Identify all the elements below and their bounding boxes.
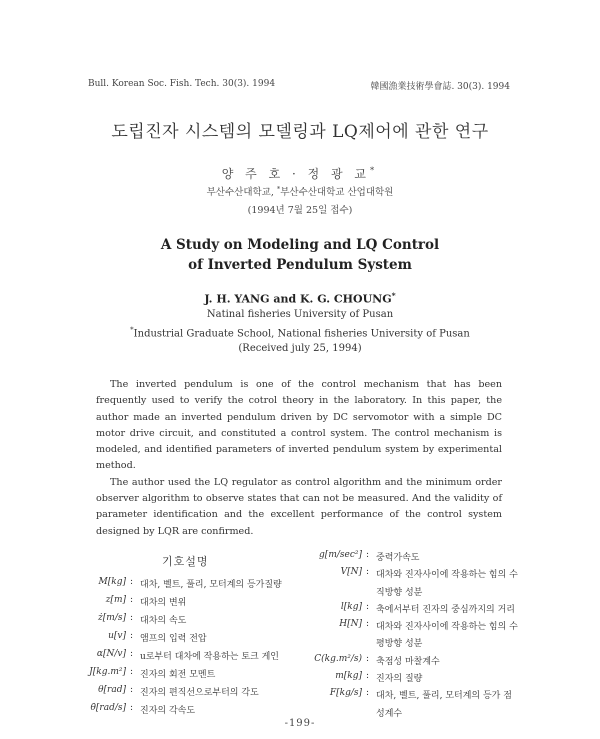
nomenclature-definition-cont: 직방향 성분	[376, 587, 423, 598]
nomenclature-symbol: θ̇[rad/s]	[90, 703, 126, 713]
nomenclature-symbol: θ[rad]	[98, 685, 126, 695]
affiliation-korean	[0, 184, 600, 198]
nomenclature-symbol: ż[m/s]	[98, 613, 126, 623]
nomenclature-definition: 중력가속도	[376, 553, 420, 563]
affiliation-english-1: Natinal fisheries University of Pusan	[206, 309, 394, 320]
title-english	[0, 235, 600, 275]
nomenclature-definition: 대차, 벨트, 풀리, 모터계의 등가 점	[376, 691, 512, 702]
authors-english-mark: *	[391, 291, 396, 300]
nomenclature-symbol: g[m/sec²]	[319, 550, 362, 560]
authors-korean-mark: *	[370, 165, 379, 175]
nomenclature-definition: 축점성 마찰계수	[376, 656, 440, 667]
nomenclature-colon: :	[130, 595, 134, 605]
nomenclature-colon: :	[366, 550, 370, 560]
abstract	[96, 377, 502, 540]
title-english-line2: of Inverted Pendulum System	[188, 257, 412, 273]
nomenclature-definition: 진자의 회전 모멘트	[140, 670, 216, 680]
nomenclature-symbol: J[kg.m²]	[89, 667, 126, 677]
nomenclature-symbol: z[m]	[105, 595, 126, 605]
abstract-paragraph-1: The inverted pendulum is one of the control mechanism that has been frequently used to verify the cotrol theory in the laboratory. In this paper, the author made an inverted pendulum driven by DC servomotor with a simple DC motor drive circuit, and constituted a control system. The control mechanism is modeled, and identified parameters of inverted pendulum system by experimental method.	[96, 379, 502, 472]
journal-header-right: 韓國漁業技術學會誌. 30(3). 1994	[370, 82, 510, 92]
authors-english	[0, 291, 600, 306]
received-date-korean: (1994년 7월 25일 접수)	[247, 205, 353, 216]
nomenclature-symbol: l[kg]	[340, 601, 362, 612]
nomenclature-colon: :	[366, 619, 370, 630]
nomenclature-definition: 대차, 벨트, 풀리, 모터계의 등가질량	[140, 580, 282, 590]
nomenclature-symbol: m[kg]	[335, 671, 362, 682]
received-date-english: (Received july 25, 1994)	[238, 343, 362, 354]
nomenclature-symbol: α[N/v]	[96, 649, 126, 659]
nomenclature-colon: :	[130, 667, 134, 677]
title-korean: 도립진자 시스템의 모델링과 LQ제어에 관한 연구	[111, 122, 489, 142]
affiliation-korean-1: 부산수산대학교,	[206, 187, 277, 198]
nomenclature-colon: :	[130, 685, 134, 695]
affiliation-korean-2: 부산수산대학교 산업대학원	[280, 187, 394, 198]
affiliation-english-2	[0, 326, 600, 339]
page-number: -199-	[284, 718, 316, 729]
nomenclature-definition: 대차의 속도	[140, 616, 187, 626]
nomenclature-symbol: M[kg]	[98, 577, 126, 587]
nomenclature-definition: 진자의 편직선으로부터의 각도	[140, 688, 259, 698]
nomenclature-colon: :	[130, 703, 134, 713]
nomenclature-symbol: F[kg/s]	[329, 688, 362, 699]
affiliation-english-2-text: Industrial Graduate School, National fisheries University of Pusan	[133, 328, 470, 340]
nomenclature-title: 기호설명	[162, 555, 209, 568]
nomenclature-definition: 축에서부터 진자의 중심까지의 거리	[376, 604, 515, 615]
authors-korean-names: 양 주 호 · 정 광 교	[221, 167, 371, 181]
nomenclature-symbol: C(kg.m²/s)	[314, 653, 362, 664]
nomenclature-symbol: V[N]	[340, 567, 362, 578]
nomenclature-colon: :	[130, 613, 134, 623]
nomenclature-definition: 앰프의 입력 전압	[140, 634, 207, 644]
nomenclature-colon: :	[130, 631, 134, 641]
affiliation-korean-mark: *	[276, 184, 281, 193]
nomenclature-definition: 대차와 진자사이에 작용하는 힘의 수	[376, 622, 518, 633]
nomenclature-definition: 진자의 질량	[376, 674, 423, 685]
nomenclature-symbol: H[N]	[339, 619, 362, 630]
authors-english-names: J. H. YANG and K. G. CHOUNG	[204, 292, 392, 306]
nomenclature-colon: :	[130, 649, 134, 659]
nomenclature-colon: :	[366, 671, 370, 682]
nomenclature-definition: 대차의 변위	[140, 598, 187, 608]
journal-header-left: Bull. Korean Soc. Fish. Tech. 30(3). 1994	[88, 79, 276, 89]
nomenclature-definition: 진자의 각속도	[140, 706, 196, 716]
nomenclature-symbol: u[v]	[108, 631, 126, 641]
affiliation-english-mark: *	[130, 326, 134, 334]
nomenclature-colon: :	[366, 601, 370, 612]
nomenclature-colon: :	[366, 567, 370, 578]
title-english-line1: A Study on Modeling and LQ Control	[160, 237, 440, 253]
nomenclature-colon: :	[130, 577, 134, 587]
nomenclature-colon: :	[366, 688, 370, 699]
nomenclature-definition-cont: 성계수	[376, 708, 403, 719]
nomenclature-definition-cont: 평방향 성분	[376, 639, 423, 650]
abstract-paragraph-2: The author used the LQ regulator as control algorithm and the minimum order observer algorithm to observe states that can not be measured. And the validity of parameter identification and the excellent performance of the control system designed by LQR are confirmed.	[96, 476, 502, 537]
nomenclature-definition: 대차와 진자사이에 작용하는 힘의 수	[376, 570, 518, 581]
authors-korean	[0, 165, 600, 182]
nomenclature-colon: :	[366, 653, 370, 664]
nomenclature-definition: u로부터 대차에 작용하는 토크 게인	[140, 652, 279, 662]
